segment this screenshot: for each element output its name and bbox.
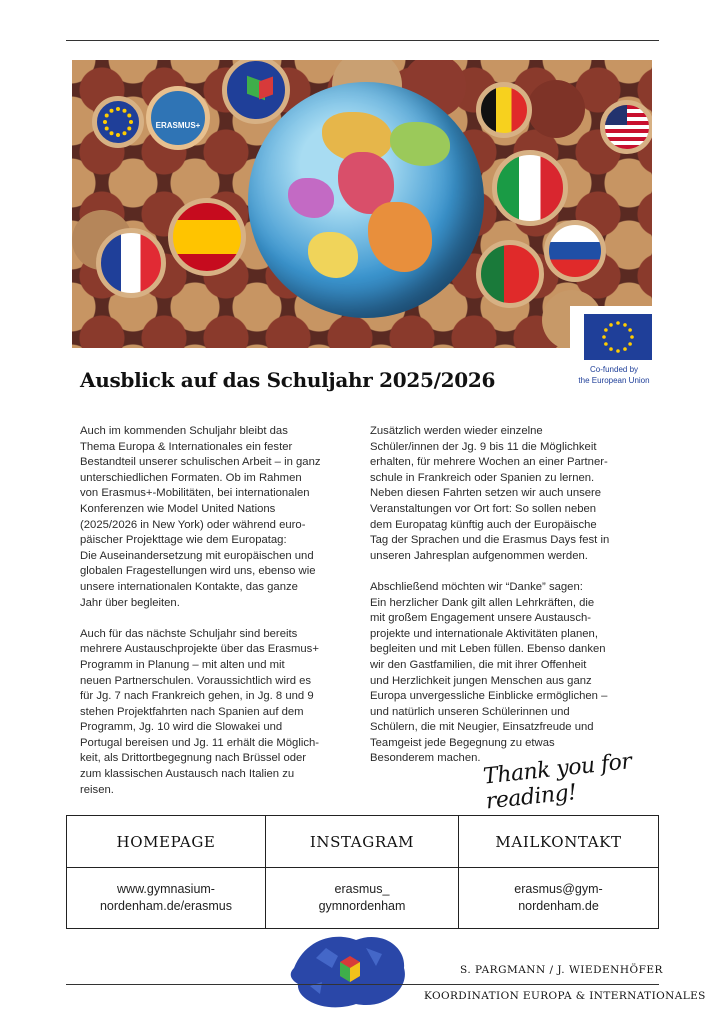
hero-image: [72, 60, 652, 348]
eu-cofunded-caption: Co-funded by the European Union: [578, 365, 650, 385]
eu-flag-icon: [584, 314, 652, 360]
eu-cube-logo-icon: [222, 60, 290, 124]
slovakia-flag-icon: [544, 220, 606, 282]
mail-header: MAILKONTAKT: [459, 816, 659, 868]
paragraph: Zusätzlich werden wieder einzelne Schüler/innen der Jg. 9 bis 11 die Möglichkeit erhalten, für mehrere Wochen an einer Partner- schule in Frankreich oder Spanien zu lernen. Neben diesen Fahrten setzen wir auch unsere Veranstaltungen vor Ort fort: So sollen neben dem Europatag künftig auch der Europäische Tag der Sprachen und die Erasmus Days fest in unseren Jahresplan aufgenommen werden.: [370, 425, 610, 562]
erasmus-logo-icon: [146, 86, 210, 150]
globe-illustration: [248, 82, 484, 318]
bottom-divider: [66, 984, 659, 985]
paragraph: Auch für das nächste Schuljahr sind bereits mehrere Austauschprojekte über das Erasmus+ Programm in Planung – mit alten und mit neuen Partnerschulen. Voraussichtlich wird es für Jg. 7 nach Frankreich gehen, in Jg. 8 und 9 stehen Projektfahrten nach Spanien auf dem Programm, Jg. 10 wird die Slowakei und Portugal bereisen und Jg. 11 erhält die Möglich- keit, als Drittortbegegnung nach Brüssel oder zum klassischen Austausch nach Italien zu reisen.: [80, 627, 320, 796]
thank-you-signature: Thank you for reading!: [482, 749, 633, 815]
france-flag-icon: [96, 228, 166, 298]
paragraph: Abschließend möchten wir “Danke” sagen: Ein herzlicher Dank gilt allen Lehrkräften, die mit großem Engagement unsere Austausch- projekte und internationale Aktivitäten planen, begleiten und mit Leben füllen. Ebenso danken wir den Gastfamilien, die mit ihrer Offenheit und Herzlichkeit jungen Menschen aus ganz Europa unvergessliche Einblicke ermöglichen – und natürlich unseren Schülerinnen und Schülern, die mit Neugier, Einsatzfreude und Teamgeist jede Begegnung zu etwas Besonderem machen.: [370, 580, 608, 765]
text-column-left: [80, 424, 358, 814]
coordination-department: KOORDINATION EUROPA & INTERNATIONALES: [424, 990, 706, 1002]
italy-flag-icon: [492, 150, 568, 226]
homepage-link[interactable]: www.gymnasium- nordenham.de/erasmus: [67, 868, 266, 929]
instagram-link[interactable]: erasmus_ gymnordenham: [266, 868, 459, 929]
mail-link[interactable]: erasmus@gym- nordenham.de: [459, 868, 659, 929]
eu-cofunded-badge: [570, 306, 658, 392]
portugal-flag-icon: [476, 240, 544, 308]
spain-flag-icon: [168, 198, 246, 276]
text-column-right: [370, 424, 648, 783]
erasmus-splash-logo-icon: [286, 928, 412, 1014]
eu-flag-icon: [92, 96, 144, 148]
belgium-flag-icon: [476, 82, 532, 138]
contact-table: [66, 815, 659, 929]
coordinator-names: S. PARGMANN / J. WIEDENHÖFER: [460, 964, 663, 976]
erasmus-label: ERASMUS+: [155, 120, 201, 130]
usa-flag-icon: [600, 100, 652, 154]
page-title: Ausblick auf das Schuljahr 2025/2026: [80, 368, 496, 392]
homepage-header: HOMEPAGE: [67, 816, 266, 868]
paragraph: Auch im kommenden Schuljahr bleibt das Thema Europa & Internationales ein fester Bestandteil unserer schulischen Arbeit – in ganz unterschiedlichen Formaten. Ob im Rahmen von Erasmus+-Mobilitäten, bei internationalen Konferenzen wie Model United Nations (2025/2026 in New York) oder während euro- päischer Projekttage wie dem Europatag: Die Auseinandersetzung mit europäischen und globalen Fragestellungen wird uns, ebenso wie unsere internationalen Kontakte, das ganze Jahr über begleiten.: [80, 425, 321, 609]
instagram-header: INSTAGRAM: [266, 816, 459, 868]
top-divider: [66, 40, 659, 41]
